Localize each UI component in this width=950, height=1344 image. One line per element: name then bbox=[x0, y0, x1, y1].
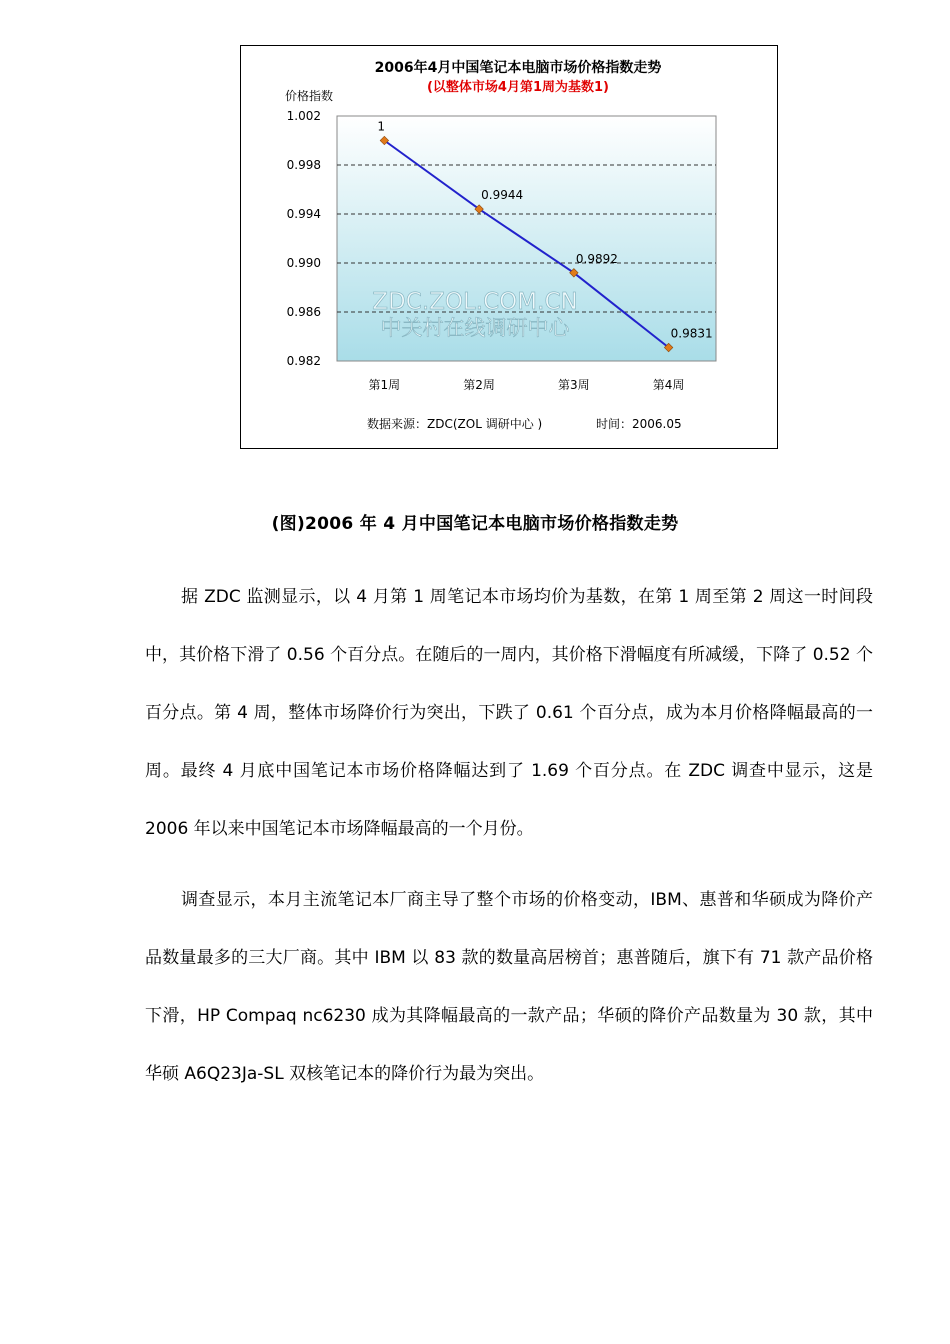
chart-title: 2006年4月中国笔记本电脑市场价格指数走势 bbox=[374, 60, 662, 76]
y-tick-label: 1.002 bbox=[286, 109, 321, 123]
chart-svg bbox=[241, 46, 777, 448]
y-tick-label: 0.986 bbox=[286, 305, 321, 319]
y-tick-label: 0.990 bbox=[286, 256, 321, 270]
y-tick-label: 0.998 bbox=[286, 158, 321, 172]
price-index-chart bbox=[240, 45, 778, 449]
y-tick-label: 0.982 bbox=[286, 354, 321, 368]
figure-caption: (图)2006 年 4 月中国笔记本电脑市场价格指数走势 bbox=[271, 514, 679, 534]
data-label: 0.9944 bbox=[481, 188, 524, 203]
chart-source: 数据来源：ZDC(ZOL 调研中心 ) bbox=[367, 417, 543, 431]
x-tick-label: 第2周 bbox=[463, 378, 495, 392]
x-tick-label: 第4周 bbox=[652, 378, 685, 392]
x-tick-label: 第1周 bbox=[368, 378, 401, 392]
data-label: 0.9892 bbox=[575, 251, 618, 266]
watermark-org: 中关村在线调研中心 bbox=[380, 316, 570, 340]
data-label: 0.9831 bbox=[670, 326, 713, 341]
body-paragraph-2: 调查显示，本月主流笔记本厂商主导了整个市场的价格变动，IBM、惠普和华硕成为降价产品数量最多的三大厂商。其中 IBM 以 83 款的数量高居榜首；惠普随后，旗下有 71 款产品价格下滑，HP Compaq nc6230 成为其降幅最高的一款产品；华硕的降价产品数量为 30 款，其中华硕 A6Q23Ja-SL 双核笔记本的降价行为最为突出。 bbox=[145, 890, 873, 1084]
x-tick-label: 第3周 bbox=[558, 378, 590, 392]
y-tick-label: 0.994 bbox=[286, 207, 321, 221]
watermark-url: ZDC.ZOL.COM.CN bbox=[372, 289, 578, 315]
y-axis-label: 价格指数 bbox=[285, 89, 334, 103]
chart-date: 时间：2006.05 bbox=[596, 417, 682, 431]
data-label: 1 bbox=[377, 119, 386, 134]
chart-subtitle: (以整体市场4月第1周为基数1) bbox=[426, 80, 610, 95]
body-paragraph-1: 据 ZDC 监测显示，以 4 月第 1 周笔记本市场均价为基数，在第 1 周至第 2 周这一时间段中，其价格下滑了 0.56 个百分点。在随后的一周内，其价格下滑幅度有所减缓，下降了 0.52 个百分点。第 4 周，整体市场降价行为突出，下跌了 0.61 个百分点，成为本月价格降幅最高的一周。最终 4 月底中国笔记本市场价格降幅达到了 1.69 个百分点。在 ZDC 调查中显示，这是 2006 年以来中国笔记本市场降幅最高的一个月份。 bbox=[145, 587, 873, 839]
